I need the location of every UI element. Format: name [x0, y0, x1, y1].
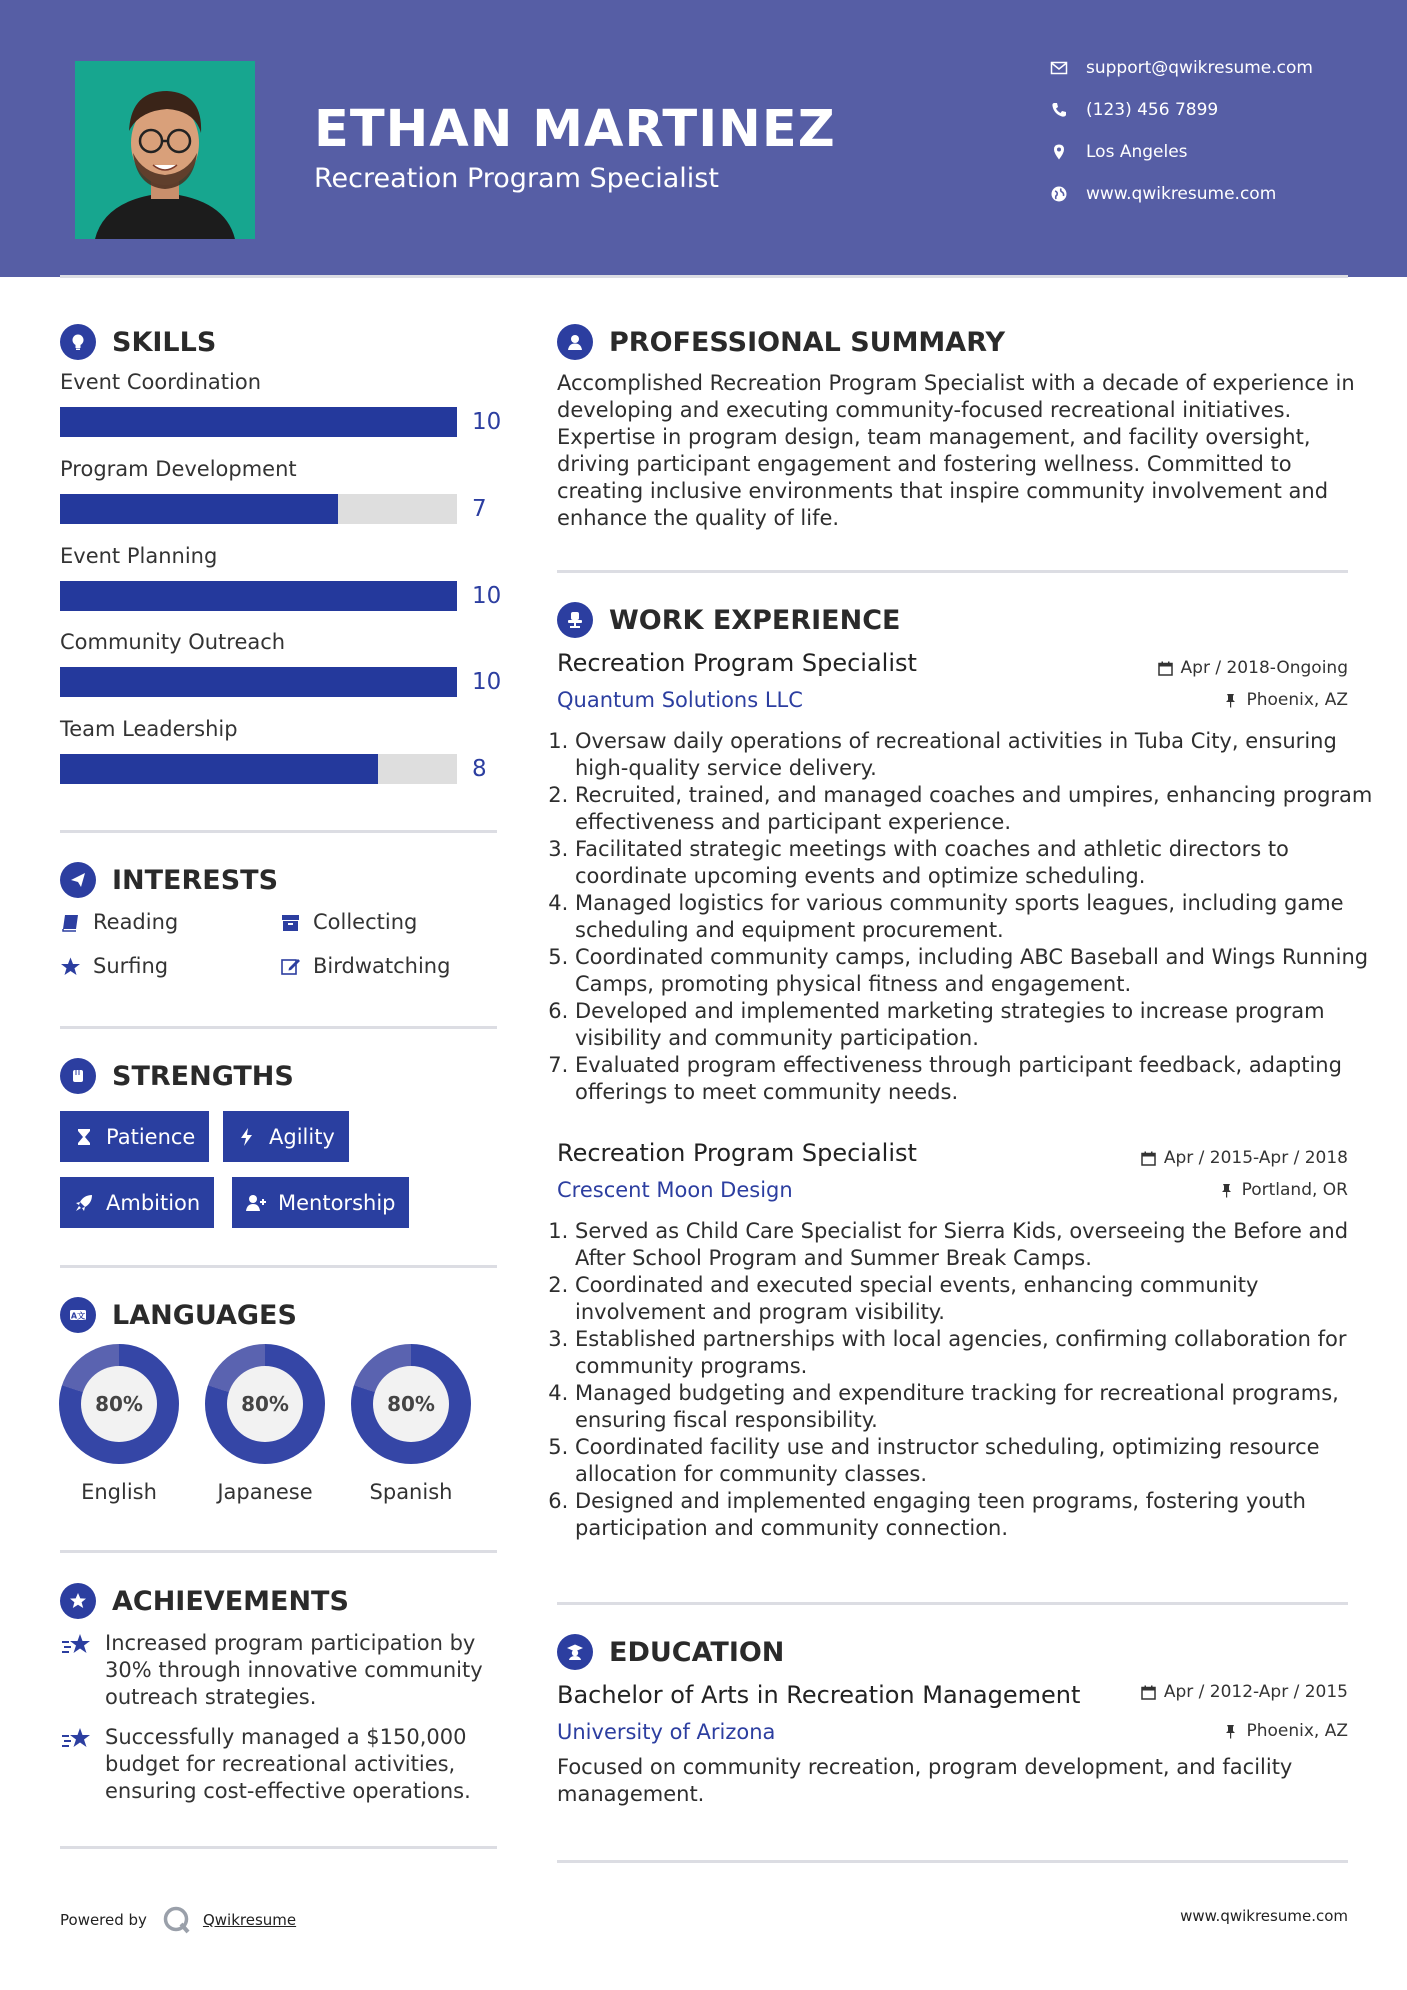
- book-icon: [60, 912, 81, 933]
- duty-item: 6. Designed and implemented engaging teen programs, fostering youth participation and community connection.: [575, 1488, 1375, 1542]
- achievements-heading: [60, 1583, 349, 1619]
- interest-label: Reading: [93, 910, 179, 934]
- achievements-title: ACHIEVEMENTS: [112, 1585, 349, 1617]
- language-ring: [59, 1344, 179, 1464]
- interest-label: Collecting: [313, 910, 418, 934]
- skill-bar: [60, 494, 457, 524]
- user-icon: [557, 324, 593, 360]
- duty-item: 5. Coordinated community camps, including ABC Baseball and Wings Running Camps, promoting physical fitness and engagement.: [575, 944, 1375, 998]
- lightbulb-icon: [60, 324, 96, 360]
- company-name: Crescent Moon Design: [557, 1178, 793, 1202]
- footer-powered-by: [60, 1905, 296, 1935]
- globe-icon: [1050, 185, 1068, 203]
- candidate-name: ETHAN MARTINEZ: [314, 100, 836, 159]
- languages-heading: [60, 1297, 297, 1333]
- achievement-item: [60, 1630, 500, 1711]
- skill-label: Event Planning: [60, 544, 218, 568]
- skill-value: 8: [472, 756, 487, 782]
- profile-photo: [75, 61, 255, 239]
- interest-item: [60, 910, 178, 934]
- job-title: Recreation Program Specialist: [557, 649, 917, 677]
- strength-label: Patience: [106, 1124, 196, 1149]
- duty-item: 6. Developed and implemented marketing strategies to increase program visibility and community participation.: [575, 998, 1375, 1052]
- summary-title: PROFESSIONAL SUMMARY: [609, 326, 1006, 358]
- candidate-role: Recreation Program Specialist: [314, 163, 719, 194]
- experience-heading: [557, 602, 900, 638]
- education-title: EDUCATION: [609, 1636, 785, 1668]
- job-title: Recreation Program Specialist: [557, 1139, 917, 1167]
- language-name: Spanish: [369, 1480, 453, 1504]
- star-icon: [60, 956, 81, 977]
- education-description: Focused on community recreation, program development, and facility management.: [557, 1755, 1293, 1806]
- calendar-icon: [1158, 661, 1173, 676]
- medal-star-icon: [60, 1583, 96, 1619]
- interests-heading: [60, 862, 278, 898]
- calendar-icon: [1141, 1685, 1156, 1700]
- paper-plane-icon: [60, 862, 96, 898]
- contact-location-text: Los Angeles: [1086, 142, 1188, 162]
- achievement-text: Increased program participation by 30% through innovative community outreach strategies.: [105, 1631, 483, 1709]
- duty-item: 7. Evaluated program effectiveness through participant feedback, adapting offerings to meet community needs.: [575, 1052, 1375, 1106]
- qwikresume-logo-icon: [161, 1905, 193, 1935]
- summary-heading: [557, 324, 1005, 360]
- section-divider: [60, 1846, 497, 1849]
- brand-link[interactable]: Qwikresume: [202, 1911, 297, 1929]
- duty-item: 4. Managed logistics for various community sports leagues, including game scheduling and equipment procurement.: [575, 890, 1375, 944]
- section-divider: [60, 1026, 497, 1029]
- skill-label: Event Coordination: [60, 370, 262, 394]
- skill-bar: [60, 667, 457, 697]
- contact-location: [1050, 142, 1188, 162]
- interests-title: INTERESTS: [112, 864, 279, 896]
- language-item: [205, 1344, 325, 1504]
- duty-item: 1. Oversaw daily operations of recreational activities in Tuba City, ensuring high-quality service delivery.: [575, 728, 1375, 782]
- duty-item: 1. Served as Child Care Specialist for Sierra Kids, overseeing the Before and After School Program and Summer Break Camps.: [575, 1218, 1375, 1272]
- edit-icon: [280, 956, 301, 977]
- duty-item: 2. Recruited, trained, and managed coaches and umpires, enhancing program effectiveness and participant experience.: [575, 782, 1375, 836]
- calendar-icon: [1141, 1151, 1156, 1166]
- company-name: Quantum Solutions LLC: [557, 688, 803, 712]
- section-divider: [60, 1265, 497, 1268]
- section-divider: [60, 830, 497, 833]
- education-location-text: Phoenix, AZ: [1246, 1721, 1348, 1741]
- job-duties: [557, 728, 1375, 1106]
- duty-item: 3. Facilitated strategic meetings with coaches and athletic directors to coordinate upcoming events and optimize scheduling.: [575, 836, 1375, 890]
- skill-value: 7: [472, 496, 487, 522]
- language-ring: [351, 1344, 471, 1464]
- contact-phone-text: (123) 456 7899: [1086, 100, 1219, 120]
- section-divider: [557, 570, 1348, 573]
- language-icon: [60, 1297, 96, 1333]
- languages-title: LANGUAGES: [112, 1299, 297, 1331]
- section-divider: [60, 1550, 497, 1553]
- contact-phone: [1050, 100, 1218, 120]
- duty-item: 2. Coordinated and executed special events, enhancing community involvement and program visibility.: [575, 1272, 1375, 1326]
- contact-email-text[interactable]: support@qwikresume.com: [1086, 58, 1313, 78]
- job-dates: [1141, 1148, 1348, 1168]
- skill-bar: [60, 407, 457, 437]
- office-chair-icon: [557, 602, 593, 638]
- graduate-icon: [557, 1634, 593, 1670]
- skill-value: 10: [472, 409, 502, 435]
- language-name: Japanese: [217, 1480, 313, 1504]
- job-duties: [557, 1218, 1375, 1542]
- contact-website[interactable]: [1050, 184, 1276, 204]
- archive-icon: [280, 912, 301, 933]
- strength-tag: [232, 1177, 409, 1228]
- job-location-text: Phoenix, AZ: [1246, 690, 1348, 710]
- svg-text:A文: A文: [70, 1311, 86, 1321]
- achievement-text: Successfully managed a $150,000 budget for recreational activities, ensuring cost-effective operations.: [105, 1725, 471, 1803]
- section-divider: [557, 1602, 1348, 1605]
- interest-item: [280, 954, 450, 978]
- job-location: [1223, 690, 1348, 710]
- skills-title: SKILLS: [112, 326, 217, 358]
- shooting-star-icon: [60, 1724, 92, 1756]
- interest-item: [280, 910, 417, 934]
- education-location: [1223, 1721, 1348, 1741]
- powered-by-label: Powered by: [60, 1911, 147, 1929]
- skill-label: Community Outreach: [60, 630, 286, 654]
- language-name: English: [81, 1480, 157, 1504]
- job-dates-text: Apr / 2018-Ongoing: [1180, 658, 1348, 678]
- skill-bar: [60, 754, 457, 784]
- language-item: [351, 1344, 471, 1504]
- job-dates: [1158, 658, 1348, 678]
- language-level: 80%: [373, 1366, 449, 1442]
- section-divider: [557, 1860, 1348, 1863]
- summary-text: Accomplished Recreation Program Specialist with a decade of experience in developing and executing community-focused recreational initiatives. Expertise in program design, team management, and facility oversight, driving participant engagement and fostering wellness. Committed to creating inclusive environments that inspire community involvement and enhance the quality of life.: [557, 371, 1355, 530]
- strength-label: Mentorship: [278, 1190, 396, 1215]
- skill-value: 10: [472, 669, 502, 695]
- skill-value: 10: [472, 583, 502, 609]
- pushpin-icon: [1223, 693, 1238, 708]
- pushpin-icon: [1223, 1724, 1238, 1739]
- shooting-star-icon: [60, 1630, 92, 1662]
- interest-label: Surfing: [93, 954, 169, 978]
- pushpin-icon: [1219, 1183, 1234, 1198]
- duty-item: 5. Coordinated facility use and instructor scheduling, optimizing resource allocation for community classes.: [575, 1434, 1375, 1488]
- fist-icon: [60, 1058, 96, 1094]
- strength-tag: [60, 1111, 209, 1162]
- achievement-item: [60, 1724, 500, 1805]
- skill-label: Team Leadership: [60, 717, 238, 741]
- contact-website-text[interactable]: www.qwikresume.com: [1086, 184, 1277, 204]
- language-level: 80%: [81, 1366, 157, 1442]
- skill-bar-fill: [60, 494, 338, 524]
- strength-label: Ambition: [106, 1190, 201, 1215]
- skill-bar-fill: [60, 581, 457, 611]
- duty-item: 3. Established partnerships with local agencies, confirming collaboration for community programs.: [575, 1326, 1375, 1380]
- language-ring: [205, 1344, 325, 1464]
- language-item: [59, 1344, 179, 1504]
- interest-label: Birdwatching: [313, 954, 451, 978]
- education-dates-text: Apr / 2012-Apr / 2015: [1163, 1682, 1348, 1702]
- language-level: 80%: [227, 1366, 303, 1442]
- education-dates: [1141, 1682, 1348, 1702]
- map-pin-icon: [1050, 143, 1068, 161]
- strengths-heading: [60, 1058, 294, 1094]
- footer-website[interactable]: www.qwikresume.com: [1180, 1907, 1348, 1925]
- strength-label: Agility: [269, 1124, 335, 1149]
- rocket-icon: [74, 1193, 94, 1213]
- resume-header: [0, 0, 1407, 277]
- job-dates-text: Apr / 2015-Apr / 2018: [1163, 1148, 1348, 1168]
- skill-bar-fill: [60, 407, 457, 437]
- job-location: [1219, 1180, 1348, 1200]
- phone-icon: [1050, 101, 1068, 119]
- skills-heading: [60, 324, 216, 360]
- education-heading: [557, 1634, 784, 1670]
- experience-title: WORK EXPERIENCE: [609, 604, 901, 636]
- hourglass-icon: [74, 1127, 94, 1147]
- interest-item: [60, 954, 168, 978]
- duty-item: 4. Managed budgeting and expenditure tracking for recreational programs, ensuring fiscal responsibility.: [575, 1380, 1375, 1434]
- job-location-text: Portland, OR: [1241, 1180, 1348, 1200]
- skill-bar: [60, 581, 457, 611]
- user-plus-icon: [246, 1193, 266, 1213]
- skill-bar-fill: [60, 754, 378, 784]
- strength-tag: [223, 1111, 349, 1162]
- envelope-icon: [1050, 59, 1068, 77]
- school-name: University of Arizona: [557, 1720, 776, 1744]
- bolt-icon: [237, 1127, 257, 1147]
- degree-title: Bachelor of Arts in Recreation Management: [557, 1681, 1081, 1709]
- header-divider: [60, 275, 1348, 278]
- strength-tag: [60, 1177, 214, 1228]
- contact-email[interactable]: [1050, 58, 1313, 78]
- skill-label: Program Development: [60, 457, 297, 481]
- skill-bar-fill: [60, 667, 457, 697]
- strengths-title: STRENGTHS: [112, 1060, 294, 1092]
